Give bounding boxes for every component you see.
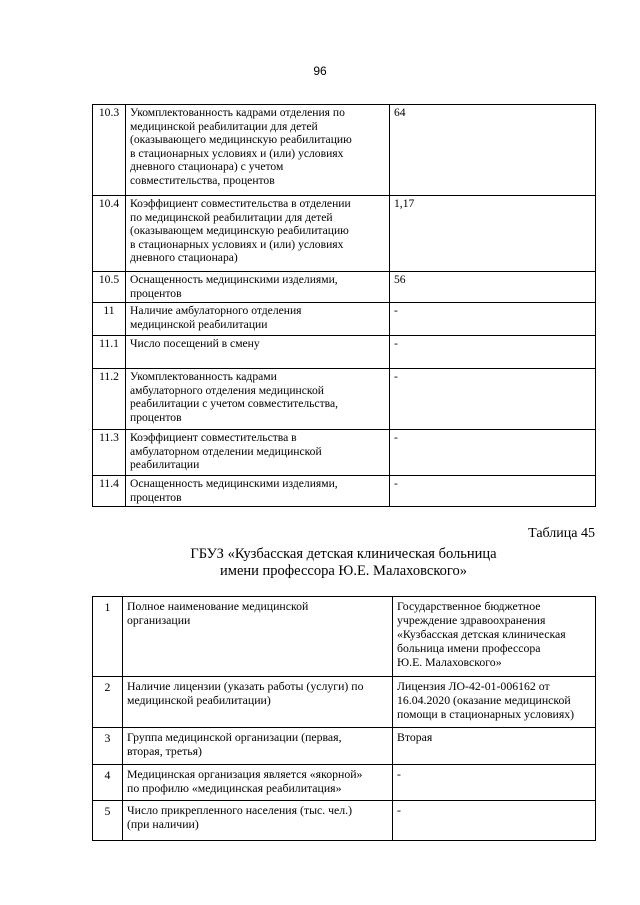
table-row bbox=[93, 801, 596, 841]
indicator-line: Коэффициент совместительства в отделении bbox=[130, 197, 351, 210]
row-number: 11.3 bbox=[93, 430, 126, 476]
value-cell bbox=[393, 728, 596, 765]
value-cell bbox=[393, 765, 596, 801]
row-number: 5 bbox=[93, 801, 123, 841]
value-cell: 1,17 bbox=[390, 196, 596, 272]
parameter-line: медицинской реабилитации) bbox=[127, 693, 271, 707]
value-line: больница имени профессора bbox=[397, 641, 541, 655]
row-number: 4 bbox=[93, 765, 123, 801]
indicators-table bbox=[92, 104, 596, 507]
indicator-cell bbox=[126, 303, 390, 336]
indicator-line: амбулаторного отделения медицинской bbox=[130, 383, 324, 397]
indicator-line: Коэффициент совместительства в bbox=[130, 431, 297, 444]
value-cell: - bbox=[390, 476, 596, 507]
parameter-line: по профилю «медицинская реабилитация» bbox=[127, 781, 342, 795]
value-cell bbox=[393, 597, 596, 677]
row-number: 11.1 bbox=[93, 336, 126, 369]
value-line: Государственное бюджетное bbox=[397, 599, 541, 613]
value-cell: 56 bbox=[390, 272, 596, 303]
indicator-cell bbox=[126, 476, 390, 507]
table-row bbox=[93, 105, 596, 196]
table-row bbox=[93, 476, 596, 507]
table-row bbox=[93, 272, 596, 303]
parameter-line: (при наличии) bbox=[127, 817, 199, 831]
value-cell bbox=[393, 801, 596, 841]
indicator-line: в стационарных условиях и (или) условиях bbox=[130, 237, 344, 251]
table-label: Таблица 45 bbox=[528, 526, 595, 541]
table-row bbox=[93, 369, 596, 430]
indicator-line: амбулаторном отделении медицинской bbox=[130, 444, 322, 458]
indicator-line: процентов bbox=[130, 286, 182, 300]
indicator-line: медицинской реабилитации bbox=[130, 317, 268, 331]
parameter-cell bbox=[123, 728, 393, 765]
indicator-line: дневного стационара) bbox=[130, 251, 238, 264]
value-line: помощи в стационарных условиях) bbox=[397, 707, 575, 721]
value-line: учреждение здравоохранения bbox=[397, 613, 546, 627]
table-row bbox=[93, 765, 596, 801]
parameter-line: Наличие лицензии (указать работы (услуги) по bbox=[127, 679, 364, 693]
indicator-line: (оказывающем медицинскую реабилитацию bbox=[130, 224, 349, 237]
indicator-line: Число посещений в смену bbox=[130, 337, 260, 350]
parameter-cell bbox=[123, 801, 393, 841]
row-number: 11.4 bbox=[93, 476, 126, 507]
value-line: Лицензия ЛО-42-01-006162 от bbox=[397, 679, 550, 693]
value-cell: - bbox=[390, 369, 596, 430]
row-number: 3 bbox=[93, 728, 123, 765]
indicator-cell bbox=[126, 336, 390, 369]
value-line: - bbox=[397, 767, 401, 781]
parameter-line: организации bbox=[127, 613, 191, 627]
table-row bbox=[93, 677, 596, 728]
row-number: 11.2 bbox=[93, 369, 126, 430]
page-number: 96 bbox=[313, 64, 327, 78]
indicator-line: процентов bbox=[130, 410, 182, 424]
row-number: 2 bbox=[93, 677, 123, 728]
parameter-line: Полное наименование медицинской bbox=[127, 599, 309, 613]
table-title-line: имени профессора Ю.Е. Малаховского» bbox=[220, 563, 467, 579]
table-row bbox=[93, 196, 596, 272]
value-cell: - bbox=[390, 336, 596, 369]
row-number: 10.4 bbox=[93, 196, 126, 272]
indicator-line: реабилитации bbox=[130, 458, 200, 471]
value-cell: - bbox=[390, 430, 596, 476]
indicator-line: по медицинской реабилитации для детей bbox=[130, 210, 333, 224]
table-row bbox=[93, 597, 596, 677]
indicator-cell bbox=[126, 272, 390, 303]
indicator-line: Укомплектованность кадрами отделения по bbox=[130, 106, 345, 119]
parameter-line: Группа медицинской организации (первая, bbox=[127, 730, 342, 744]
indicator-line: совместительства, процентов bbox=[130, 173, 275, 187]
parameter-cell bbox=[123, 597, 393, 677]
row-number: 10.3 bbox=[93, 105, 126, 196]
value-cell bbox=[393, 677, 596, 728]
indicator-line: (оказывающего медицинскую реабилитацию bbox=[130, 133, 352, 146]
indicator-line: реабилитации с учетом совместительства, bbox=[130, 397, 339, 410]
indicator-cell bbox=[126, 369, 390, 430]
indicator-line: медицинской реабилитации для детей bbox=[130, 119, 318, 133]
value-line: - bbox=[397, 803, 401, 817]
row-number: 1 bbox=[93, 597, 123, 677]
value-line: Ю.Е. Малаховского» bbox=[397, 655, 502, 669]
table-row bbox=[93, 430, 596, 476]
parameter-line: Число прикрепленного населения (тыс. чел.) bbox=[127, 803, 353, 817]
value-cell: - bbox=[390, 303, 596, 336]
indicator-line: Укомплектованность кадрами bbox=[130, 370, 277, 383]
indicator-line: процентов bbox=[130, 490, 182, 504]
parameter-cell bbox=[123, 677, 393, 728]
value-line: 16.04.2020 (оказание медицинской bbox=[397, 693, 571, 707]
indicator-line: дневного стационара) с учетом bbox=[130, 160, 284, 173]
organization-table bbox=[92, 596, 596, 841]
indicator-line: Оснащенность медицинскими изделиями, bbox=[130, 273, 338, 286]
row-number: 10.5 bbox=[93, 272, 126, 303]
value-line: Вторая bbox=[397, 730, 433, 744]
indicator-line: Наличие амбулаторного отделения bbox=[130, 304, 302, 317]
parameter-line: вторая, третья) bbox=[127, 744, 202, 758]
table-row bbox=[93, 303, 596, 336]
table-row bbox=[93, 336, 596, 369]
table-row bbox=[93, 728, 596, 765]
value-cell: 64 bbox=[390, 105, 596, 196]
row-number: 11 bbox=[93, 303, 126, 336]
table-title-line: ГБУЗ «Кузбасская детская клиническая больница bbox=[190, 546, 497, 562]
indicator-cell bbox=[126, 430, 390, 476]
indicator-line: Оснащенность медицинскими изделиями, bbox=[130, 477, 338, 490]
value-line: «Кузбасская детская клиническая bbox=[397, 627, 566, 641]
indicator-cell bbox=[126, 105, 390, 196]
indicator-cell bbox=[126, 196, 390, 272]
indicator-line: в стационарных условиях и (или) условиях bbox=[130, 146, 344, 160]
parameter-cell bbox=[123, 765, 393, 801]
table-title bbox=[92, 546, 595, 580]
parameter-line: Медицинская организация является «якорной» bbox=[127, 767, 363, 781]
